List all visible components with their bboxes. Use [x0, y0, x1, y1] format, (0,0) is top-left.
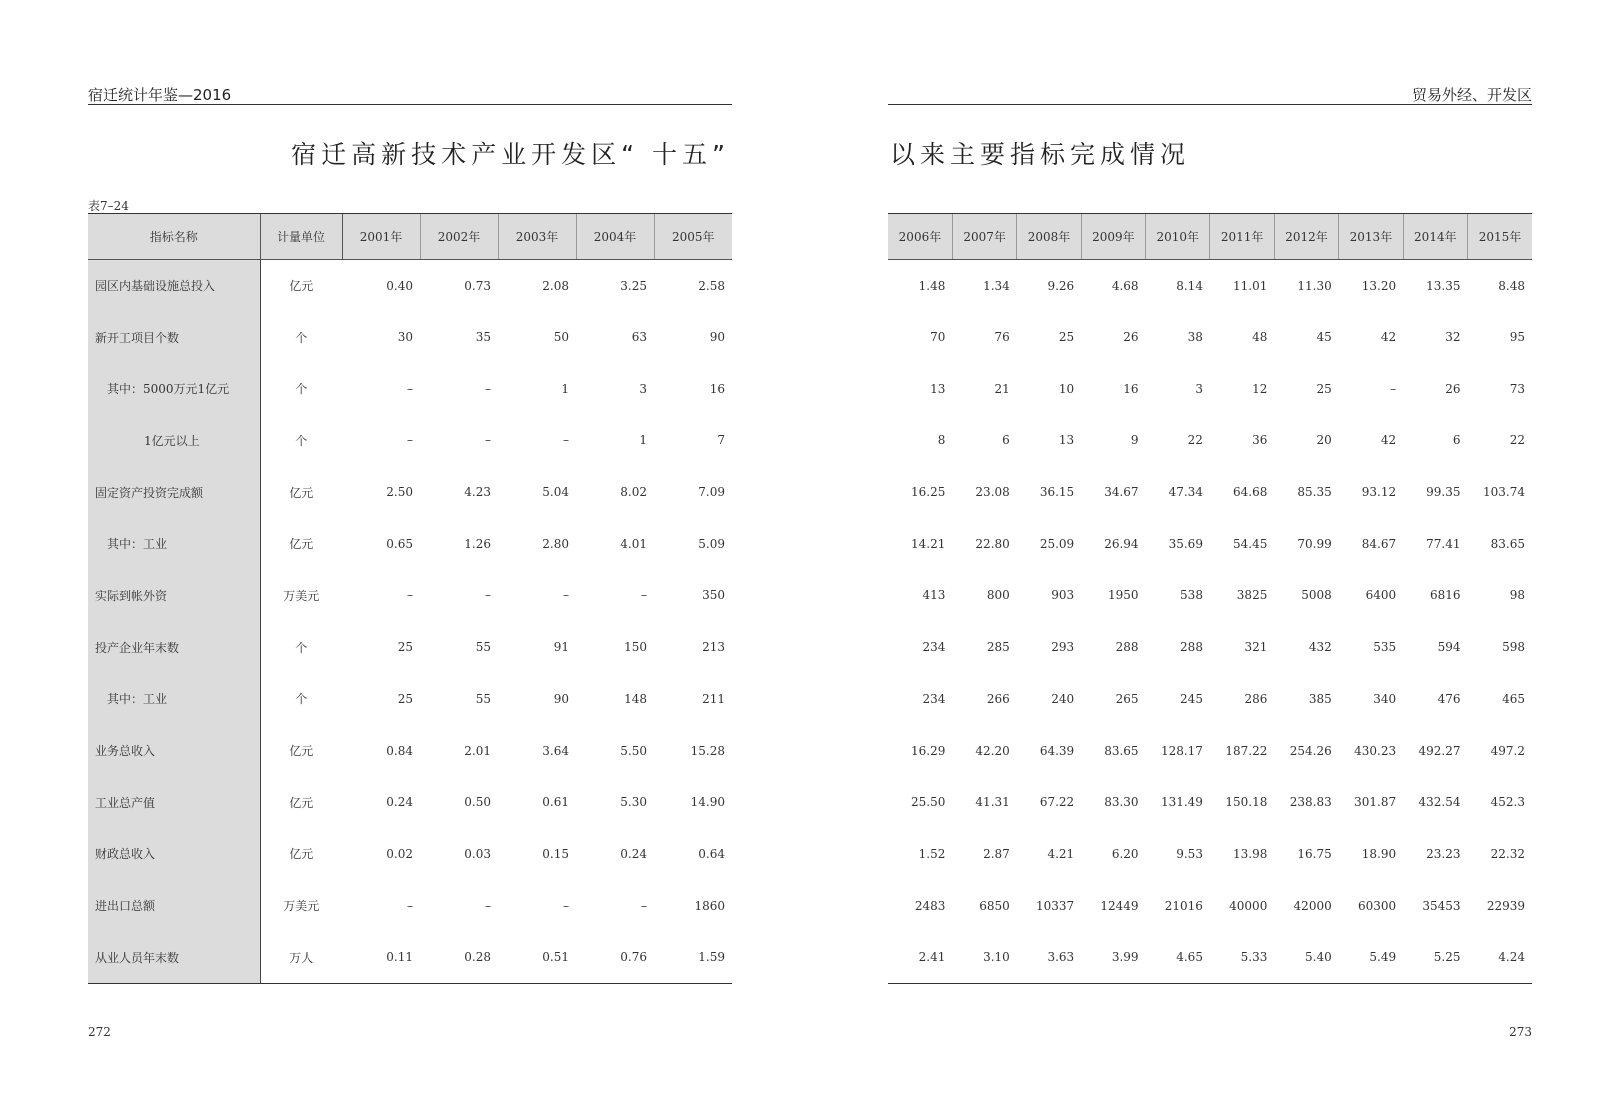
- value-cell: 16.25: [911, 485, 946, 500]
- value-cell: 16.29: [911, 743, 946, 758]
- value-cell: 413: [922, 588, 946, 603]
- value-cell: 25.50: [911, 795, 946, 810]
- value-cell: 0.51: [498, 931, 576, 983]
- column-header-year: 2012年: [1274, 214, 1338, 260]
- value-cell: 22: [1509, 433, 1525, 448]
- column-header-year: 2009年: [1081, 214, 1145, 260]
- value-cell: 497.2: [1490, 743, 1525, 758]
- value-cell: 35.69: [1168, 536, 1203, 551]
- value-cell: 2.41: [888, 931, 952, 983]
- unit-cell: 万美元: [260, 570, 342, 622]
- table-row: [88, 880, 732, 932]
- value-cell: 265: [1115, 691, 1139, 706]
- value-cell: 13.20: [1361, 278, 1397, 293]
- table-row: [88, 311, 732, 363]
- indicator-table-left: [88, 213, 732, 984]
- value-cell: 3: [639, 381, 647, 396]
- value-cell: 36.15: [1039, 485, 1075, 500]
- indicator-name-cell: 财政总收入: [88, 828, 260, 880]
- value-cell: 4.24: [1468, 931, 1532, 983]
- table-row: [888, 673, 1532, 725]
- value-cell: 2.87: [983, 846, 1010, 861]
- column-header-year: 2015年: [1468, 214, 1532, 260]
- table-number: 表7–24: [88, 199, 129, 213]
- value-cell: 22: [1187, 433, 1203, 448]
- value-cell: 70: [930, 330, 946, 345]
- value-cell: –: [485, 433, 491, 448]
- indicator-name-cell: 其中：5000万元1亿元: [88, 363, 260, 415]
- value-cell: 0.24: [386, 795, 413, 810]
- value-cell: –: [485, 588, 491, 603]
- indicator-name-cell: 投产企业年末数: [88, 621, 260, 673]
- indicator-name-cell: 业务总收入: [88, 725, 260, 777]
- value-cell: 301.87: [1354, 795, 1397, 810]
- column-header-year: 2008年: [1017, 214, 1081, 260]
- value-cell: 211: [702, 691, 725, 706]
- value-cell: 93.12: [1361, 485, 1397, 500]
- value-cell: 6400: [1365, 588, 1397, 603]
- value-cell: 34.67: [1104, 485, 1139, 500]
- value-cell: 8.02: [620, 485, 647, 500]
- value-cell: 83.30: [1104, 795, 1139, 810]
- value-cell: 14.90: [690, 795, 725, 810]
- value-cell: 321: [1244, 640, 1268, 655]
- value-cell: –: [485, 898, 491, 913]
- value-cell: 55: [475, 691, 491, 706]
- value-cell: 187.22: [1225, 743, 1268, 758]
- value-cell: 476: [1437, 691, 1461, 706]
- value-cell: 3.64: [542, 743, 569, 758]
- table-header-row: [88, 214, 732, 260]
- table-row: [88, 673, 732, 725]
- value-cell: 8: [937, 433, 946, 448]
- unit-cell: 亿元: [260, 776, 342, 828]
- value-cell: 16: [1123, 381, 1139, 396]
- value-cell: 430.23: [1354, 743, 1397, 758]
- value-cell: 7.09: [698, 485, 725, 500]
- value-cell: 2.50: [386, 485, 413, 500]
- value-cell: 465: [1502, 691, 1525, 706]
- value-cell: 0.61: [542, 795, 569, 810]
- table-row: [88, 776, 732, 828]
- unit-cell: 亿元: [260, 828, 342, 880]
- value-cell: –: [407, 381, 413, 396]
- indicator-name-cell: 固定资产投资完成额: [88, 466, 260, 518]
- value-cell: 1950: [1108, 588, 1139, 603]
- unit-cell: 个: [260, 311, 342, 363]
- value-cell: 10: [1058, 381, 1075, 396]
- unit-cell: 万美元: [260, 880, 342, 932]
- value-cell: 3.63: [1017, 931, 1081, 983]
- value-cell: 266: [986, 691, 1010, 706]
- value-cell: 6.20: [1111, 846, 1139, 861]
- unit-cell: 个: [260, 621, 342, 673]
- value-cell: 245: [1180, 691, 1203, 706]
- value-cell: 6816: [1429, 588, 1461, 603]
- table-row: [88, 570, 732, 622]
- value-cell: 40000: [1229, 898, 1268, 913]
- value-cell: 238.83: [1289, 795, 1332, 810]
- column-header-unit: 计量单位: [260, 214, 342, 260]
- unit-cell: 亿元: [260, 466, 342, 518]
- table-row: [888, 466, 1532, 518]
- value-cell: 95: [1509, 330, 1525, 345]
- value-cell: 13: [930, 381, 946, 396]
- table-row: [88, 518, 732, 570]
- value-cell: 13.35: [1426, 278, 1461, 293]
- table-row: [888, 518, 1532, 570]
- value-cell: 432.54: [1418, 795, 1461, 810]
- value-cell: 1.34: [983, 278, 1010, 293]
- value-cell: 42000: [1293, 898, 1332, 913]
- value-cell: 594: [1437, 640, 1461, 655]
- indicator-name-cell: 工业总产值: [88, 776, 260, 828]
- value-cell: 5.04: [542, 485, 569, 500]
- value-cell: 16.75: [1297, 846, 1332, 861]
- value-cell: 234: [922, 640, 946, 655]
- value-cell: 5.33: [1210, 931, 1274, 983]
- value-cell: 22939: [1486, 898, 1525, 913]
- unit-cell: 亿元: [260, 518, 342, 570]
- value-cell: 8.48: [1498, 278, 1525, 293]
- header-rule-left: [88, 104, 732, 105]
- value-cell: 42.20: [975, 743, 1010, 758]
- value-cell: 6850: [979, 898, 1010, 913]
- value-cell: 9: [1130, 433, 1139, 448]
- value-cell: 83.65: [1104, 743, 1139, 758]
- value-cell: 1.59: [654, 931, 732, 983]
- value-cell: 26: [1123, 330, 1139, 345]
- value-cell: 83.65: [1490, 536, 1525, 551]
- value-cell: 0.50: [464, 795, 491, 810]
- value-cell: –: [407, 433, 413, 448]
- value-cell: 903: [1051, 588, 1075, 603]
- value-cell: –: [563, 433, 569, 448]
- value-cell: 54.45: [1232, 536, 1268, 551]
- value-cell: 148: [624, 691, 647, 706]
- value-cell: 25: [397, 691, 413, 706]
- value-cell: 1860: [694, 898, 725, 913]
- column-header-indicator: 指标名称: [88, 214, 260, 260]
- value-cell: 213: [702, 640, 725, 655]
- value-cell: 288: [1115, 640, 1139, 655]
- value-cell: 18.90: [1361, 846, 1397, 861]
- value-cell: –: [407, 898, 413, 913]
- value-cell: 1: [561, 381, 569, 396]
- value-cell: 150.18: [1225, 795, 1268, 810]
- value-cell: 25: [1316, 381, 1332, 396]
- column-header-year: 2002年: [420, 214, 498, 260]
- value-cell: 6: [1452, 433, 1461, 448]
- header-rule-right: [888, 104, 1532, 105]
- value-cell: 85.35: [1297, 485, 1332, 500]
- value-cell: 16: [709, 381, 725, 396]
- value-cell: 32: [1445, 330, 1461, 345]
- page-number-left: 272: [88, 1025, 111, 1039]
- value-cell: 5.09: [698, 536, 725, 551]
- value-cell: 0.02: [386, 846, 413, 861]
- column-header-year: 2003年: [498, 214, 576, 260]
- value-cell: 0.11: [342, 931, 420, 983]
- value-cell: 35453: [1422, 898, 1461, 913]
- value-cell: 22.80: [975, 536, 1010, 551]
- value-cell: 23.23: [1426, 846, 1461, 861]
- indicator-table-right: [888, 213, 1532, 984]
- column-header-year: 2004年: [576, 214, 654, 260]
- unit-cell: 万人: [260, 931, 342, 983]
- value-cell: 128.17: [1160, 743, 1203, 758]
- value-cell: 11.30: [1297, 278, 1332, 293]
- value-cell: 1.26: [464, 536, 491, 551]
- value-cell: 47.34: [1168, 485, 1203, 500]
- value-cell: 13: [1058, 433, 1075, 448]
- column-header-year: 2013年: [1339, 214, 1403, 260]
- value-cell: 21: [994, 381, 1010, 396]
- value-cell: 150: [624, 640, 647, 655]
- value-cell: 492.27: [1418, 743, 1461, 758]
- table-row: [888, 363, 1532, 415]
- value-cell: 45: [1316, 330, 1332, 345]
- value-cell: 5008: [1301, 588, 1332, 603]
- value-cell: 0.03: [464, 846, 491, 861]
- value-cell: 25: [397, 640, 413, 655]
- column-header-year: 2010年: [1146, 214, 1210, 260]
- value-cell: 21016: [1164, 898, 1203, 913]
- value-cell: 63: [631, 330, 647, 345]
- value-cell: 2.01: [464, 743, 491, 758]
- value-cell: 8.14: [1176, 278, 1203, 293]
- running-header-left: 宿迁统计年鉴—2016: [88, 86, 232, 104]
- value-cell: 0.84: [386, 743, 413, 758]
- value-cell: 42: [1380, 433, 1397, 448]
- value-cell: –: [641, 588, 647, 603]
- value-cell: 0.15: [542, 846, 569, 861]
- value-cell: 25: [1058, 330, 1075, 345]
- value-cell: 1.48: [918, 278, 946, 293]
- value-cell: 0.64: [698, 846, 725, 861]
- table-row: [888, 828, 1532, 880]
- value-cell: 41.31: [975, 795, 1010, 810]
- value-cell: 286: [1244, 691, 1268, 706]
- value-cell: 99.35: [1426, 485, 1461, 500]
- value-cell: 98: [1509, 588, 1525, 603]
- value-cell: 0.73: [464, 278, 491, 293]
- value-cell: 254.26: [1289, 743, 1332, 758]
- table-row: [888, 415, 1532, 467]
- value-cell: 285: [986, 640, 1010, 655]
- value-cell: 598: [1502, 640, 1525, 655]
- value-cell: 77.41: [1426, 536, 1461, 551]
- table-title-right: 以来主要指标完成情况: [890, 140, 1191, 169]
- unit-cell: 个: [260, 415, 342, 467]
- value-cell: 9.26: [1047, 278, 1075, 293]
- table-row: [88, 466, 732, 518]
- value-cell: 131.49: [1160, 795, 1203, 810]
- value-cell: 22.32: [1490, 846, 1525, 861]
- value-cell: 70.99: [1297, 536, 1332, 551]
- value-cell: 25.09: [1039, 536, 1075, 551]
- value-cell: 432: [1308, 640, 1332, 655]
- value-cell: 73: [1509, 381, 1525, 396]
- column-header-year: 2001年: [342, 214, 420, 260]
- table-row: [88, 725, 732, 777]
- value-cell: 91: [553, 640, 569, 655]
- table-row: [888, 570, 1532, 622]
- value-cell: 15.28: [690, 743, 725, 758]
- value-cell: 5.30: [620, 795, 647, 810]
- value-cell: 1: [639, 433, 647, 448]
- column-header-year: 2007年: [952, 214, 1016, 260]
- value-cell: 293: [1051, 640, 1075, 655]
- value-cell: 26.94: [1104, 536, 1139, 551]
- value-cell: 12449: [1100, 898, 1139, 913]
- unit-cell: 个: [260, 673, 342, 725]
- value-cell: 12: [1252, 381, 1268, 396]
- indicator-name-cell: 园区内基础设施总投入: [88, 260, 260, 312]
- value-cell: 60300: [1357, 898, 1397, 913]
- value-cell: 48: [1252, 330, 1268, 345]
- table-row: [888, 260, 1532, 312]
- value-cell: 4.65: [1146, 931, 1210, 983]
- table-row: [888, 725, 1532, 777]
- value-cell: 103.74: [1483, 485, 1525, 500]
- value-cell: 26: [1445, 381, 1461, 396]
- value-cell: 2483: [914, 898, 946, 913]
- table-row: [88, 621, 732, 673]
- value-cell: 10337: [1035, 898, 1075, 913]
- value-cell: 42: [1380, 330, 1397, 345]
- value-cell: 90: [553, 691, 569, 706]
- value-cell: 5.25: [1403, 931, 1467, 983]
- value-cell: –: [485, 381, 491, 396]
- indicator-name-cell: 从业人员年末数: [88, 931, 260, 983]
- value-cell: 20: [1316, 433, 1332, 448]
- indicator-name-cell: 新开工项目个数: [88, 311, 260, 363]
- value-cell: 3825: [1236, 588, 1268, 603]
- value-cell: 5.40: [1274, 931, 1338, 983]
- value-cell: 0.40: [386, 278, 413, 293]
- value-cell: 14.21: [911, 536, 946, 551]
- value-cell: 11.01: [1232, 278, 1268, 293]
- value-cell: 0.24: [620, 846, 647, 861]
- value-cell: 3.25: [620, 278, 647, 293]
- unit-cell: 亿元: [260, 725, 342, 777]
- value-cell: 84.67: [1361, 536, 1397, 551]
- value-cell: 64.39: [1039, 743, 1075, 758]
- value-cell: 3.10: [952, 931, 1016, 983]
- value-cell: 452.3: [1490, 795, 1525, 810]
- value-cell: 50: [553, 330, 569, 345]
- value-cell: 0.76: [576, 931, 654, 983]
- value-cell: 7: [717, 433, 725, 448]
- value-cell: 35: [475, 330, 491, 345]
- value-cell: 67.22: [1039, 795, 1075, 810]
- value-cell: –: [563, 588, 569, 603]
- value-cell: 38: [1187, 330, 1203, 345]
- column-header-year: 2005年: [654, 214, 732, 260]
- column-header-year: 2006年: [888, 214, 952, 260]
- value-cell: 4.01: [620, 536, 647, 551]
- indicator-name-cell: 其中：工业: [88, 518, 260, 570]
- value-cell: 3.99: [1081, 931, 1145, 983]
- value-cell: 538: [1180, 588, 1203, 603]
- value-cell: –: [641, 898, 647, 913]
- table-row: [88, 828, 732, 880]
- value-cell: 340: [1373, 691, 1397, 706]
- value-cell: 2.80: [542, 536, 569, 551]
- value-cell: 2.58: [698, 278, 725, 293]
- table-row: [88, 415, 732, 467]
- table-row: [888, 880, 1532, 932]
- table-header-row: [888, 214, 1532, 260]
- value-cell: 2.08: [542, 278, 569, 293]
- running-header-right: 贸易外经、开发区: [1411, 86, 1532, 104]
- table-row: [888, 621, 1532, 673]
- value-cell: –: [1390, 381, 1397, 396]
- indicator-name-cell: 1亿元以上: [88, 415, 260, 467]
- value-cell: 55: [475, 640, 491, 655]
- value-cell: 36: [1252, 433, 1268, 448]
- value-cell: 240: [1051, 691, 1075, 706]
- table-row: [88, 260, 732, 312]
- indicator-name-cell: 实际到帐外资: [88, 570, 260, 622]
- table-title-left: 宿迁高新技术产业开发区“ 十五”: [291, 140, 730, 169]
- table-row: [888, 311, 1532, 363]
- value-cell: 6: [1002, 433, 1010, 448]
- value-cell: 3: [1195, 381, 1203, 396]
- value-cell: 385: [1308, 691, 1332, 706]
- value-cell: 30: [397, 330, 413, 345]
- value-cell: 90: [709, 330, 725, 345]
- value-cell: 13.98: [1232, 846, 1268, 861]
- value-cell: 4.68: [1111, 278, 1139, 293]
- table-row: [88, 363, 732, 415]
- value-cell: –: [407, 588, 413, 603]
- column-header-year: 2014年: [1403, 214, 1467, 260]
- value-cell: 76: [994, 330, 1010, 345]
- value-cell: 234: [922, 691, 946, 706]
- indicator-name-cell: 进出口总额: [88, 880, 260, 932]
- value-cell: 0.65: [386, 536, 413, 551]
- value-cell: –: [563, 898, 569, 913]
- indicator-name-cell: 其中：工业: [88, 673, 260, 725]
- value-cell: 1.52: [918, 846, 946, 861]
- value-cell: 535: [1373, 640, 1397, 655]
- unit-cell: 个: [260, 363, 342, 415]
- value-cell: 800: [986, 588, 1010, 603]
- value-cell: 9.53: [1176, 846, 1203, 861]
- value-cell: 5.49: [1339, 931, 1403, 983]
- value-cell: 64.68: [1232, 485, 1268, 500]
- value-cell: 0.28: [420, 931, 498, 983]
- page-number-right: 273: [1509, 1025, 1532, 1039]
- value-cell: 23.08: [975, 485, 1010, 500]
- value-cell: 4.23: [464, 485, 491, 500]
- column-header-year: 2011年: [1210, 214, 1274, 260]
- value-cell: 288: [1180, 640, 1203, 655]
- value-cell: 5.50: [620, 743, 647, 758]
- value-cell: 4.21: [1047, 846, 1075, 861]
- unit-cell: 亿元: [260, 260, 342, 312]
- table-row: [888, 931, 1532, 983]
- value-cell: 350: [702, 588, 725, 603]
- table-row: [888, 776, 1532, 828]
- table-row: [88, 931, 732, 983]
